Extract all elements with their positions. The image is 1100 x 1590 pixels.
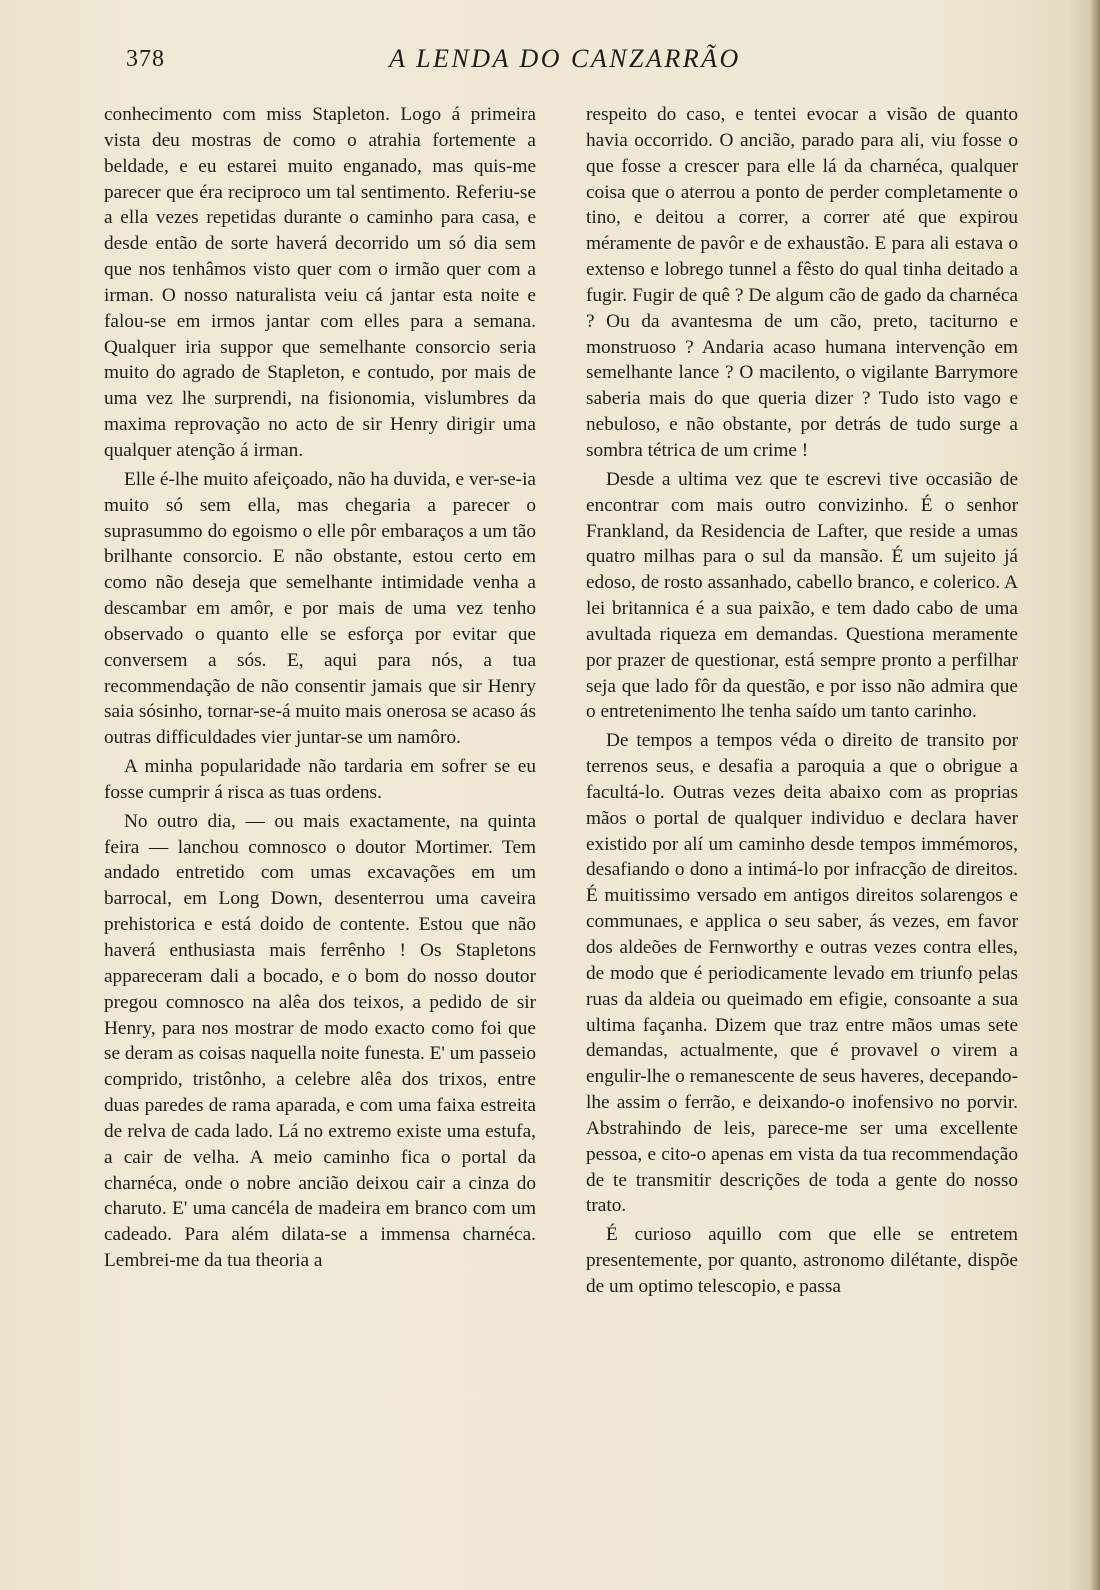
running-title: A LENDA DO CANZARRÃO <box>389 44 741 73</box>
page-number: 378 <box>126 46 165 72</box>
page-edge-shadow <box>1090 0 1100 1590</box>
paragraph: respeito do caso, e tentei evocar a visão de quanto havia occorrido. O ancião, parado para ali, viu fosse o que fosse a crescer para elle lá da charnéca, qualquer coisa que o aterrou a ponto de perder completamente o tino, e deitou a correr, a correr até que expirou méramente de pavôr e de exhaustão. E para ali estava o extenso e lobrego tunnel a fêsto do qual tinha deitado a fugir. Fugir de quê ? De algum cão de gado da charnéca ? Ou da avantesma de um cão, preto, taciturno e monstruoso ? Andaria acaso humana intervenção em semelhante lance ? O macilento, o vigilante Barrymore saberia mais do que queria dizer ? Tudo isto vago e nebuloso, e não obstante, por detrás de tudo surge a sombra tétrica de um crime ! <box>586 104 1018 461</box>
page-header <box>0 40 1100 80</box>
paragraph: No outro dia, — ou mais exactamente, na quinta feira — lanchou comnosco o doutor Mortimer. Tem andado entretido com umas excavações em um barrocal, em Long Down, desenterrou uma caveira prehistorica e está doido de contente. Estou que não haverá enthusiasta mais ferrênho ! Os Stapletons appareceram dali a bocado, e o bom do nosso doutor pregou comnosco na alêa dos teixos, a pedido de sir Henry, para nos mostrar de modo exacto como foi que se deram as coisas naquella noite funesta. E' um passeio comprido, tristônho, a celebre alêa dos trixos, entre duas paredes de rama aparada, e com uma faixa estreita de relva de cada lado. Lá no extremo existe uma estufa, a cair de velha. A meio caminho fica o portal da charnéca, onde o nobre ancião deixou cair a cinza do charuto. E' uma cancéla de madeira em branco com um cadeado. Para além dilata-se a immensa charnéca. Lembrei-me da tua theoria a <box>104 810 536 1272</box>
right-column <box>586 102 1018 1502</box>
paragraph: conhecimento com miss Stapleton. Logo á primeira vista deu mostras de como o atrahia fortemente a beldade, e eu estarei muito enganado, mas quis-me parecer que éra reciproco um tal sentimento. Referiu-se a ella vezes repetidas durante o caminho para casa, e desde então de sorte haverá decorrido um só dia sem que nos tenhâmos visto quer com o irmão quer com a irman. O nosso naturalista veiu cá jantar esta noite e falou-se em irmos jantar com elles para a semana. Qualquer iria suppor que semelhante consorcio seria muito do agrado de Stapleton, e contudo, por mais de uma vez lhe surprendi, na fisionomia, vislumbres da maxima reprovação no acto de sir Henry dirigir uma qualquer atenção á irman. <box>104 104 536 461</box>
paragraph: De tempos a tempos véda o direito de transito por terrenos seus, e desafia a paroquia a que o obrigue a facultá-lo. Outras vezes deita abaixo com as proprias mãos o portal de qualquer individuo e declara haver existido por alí um caminho desde tempos immémoros, desafiando o dono a intimá-lo por infracção de direitos. É muitissimo versado em antigos direitos solarengos e communaes, e applica o seu saber, ás vezes, em favor dos aldeões de Fernworthy e outras vezes contra elles, de modo que é periodicamente levado em triunfo pelas ruas da aldeia ou queimado em efigie, consoante a sua ultima façanha. Dizem que traz entre mãos umas sete demandas, actualmente, que é provavel o virem a engulir-lhe o remanescente de seus haveres, decepando-lhe assim o ferrão, e deixando-o inofensivo no porvir. Abstrahindo de leis, parece-me ser uma excellente pessoa, e cito-o apenas em vista da tua recommendação de te transmitir descrições de toda a gente do nosso trato. <box>586 730 1018 1217</box>
paragraph: Elle é-lhe muito afeiçoado, não ha duvida, e ver-se-ia muito só sem ella, mas chegaria a parecer o suprasummo do egoismo o elle pôr embaraços a um tão brilhante consorcio. E não obstante, estou certo em como não deseja que semelhante intimidade venha a descambar em amôr, e por mais de uma vez tenho observado o quanto elle se esforça por evitar que conversem a sós. E, aqui para nós, a tua recommendação de não consentir jamais que sir Henry saia sósinho, tornar-se-á muito mais onerosa se acaso ás outras difficuldades vier juntar-se um namôro. <box>104 468 536 749</box>
paragraph: A minha popularidade não tardaria em sofrer se eu fosse cumprir á risca as tuas ordens. <box>104 756 536 803</box>
paragraph: É curioso aquillo com que elle se entretem presentemente, por quanto, astronomo dilétante, dispõe de um optimo telescopio, e passa <box>586 1224 1018 1297</box>
left-column <box>104 102 536 1502</box>
paragraph: Desde a ultima vez que te escrevi tive occasião de encontrar com mais outro convizinho. É o senhor Frankland, da Residencia de Lafter, que reside a umas quatro milhas para o sul da mansão. É um sujeito já edoso, de rosto assanhado, cabello branco, e colerico. A lei britannica é a sua paixão, e tem dado cabo de uma avultada riqueza em demandas. Questiona meramente por prazer de questionar, está sempre pronto a perfilhar seja que lado fôr da questão, e por isso não admira que o entretenimento lhe tenha saído um tanto carinho. <box>586 468 1018 723</box>
